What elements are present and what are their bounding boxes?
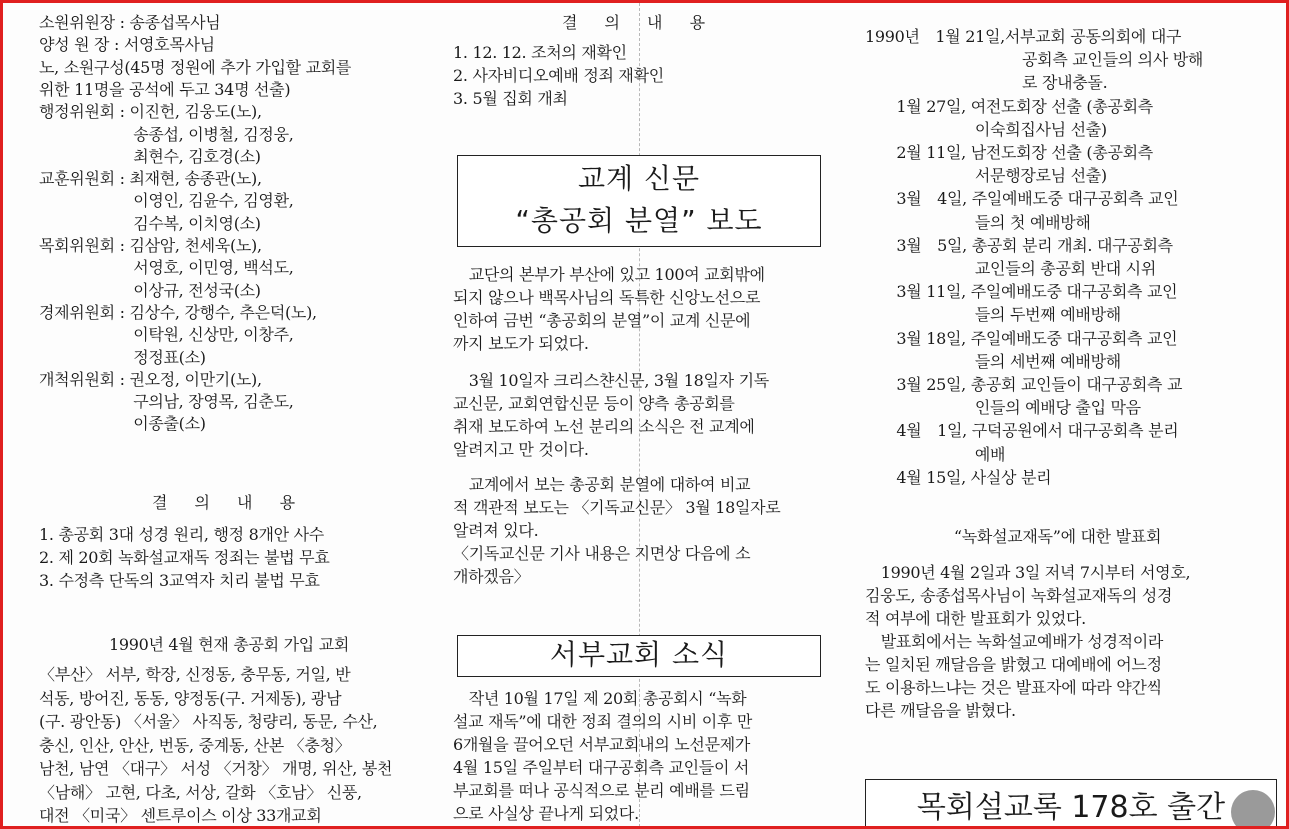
decision-heading-left: 결 의 내 용 (151, 493, 307, 512)
article-line: 으로 사실상 끝나게 되었다. (453, 804, 639, 823)
committee-line: 양성 원 장 : 서영호목사님 (39, 35, 215, 55)
article-line: 취재 보도하여 노선 분리의 소식은 전 교계에 (453, 417, 755, 436)
seobu-church-news-box (457, 635, 821, 677)
page-marker-circle (1231, 790, 1275, 829)
report-line: 다른 깨달음을 밝혔다. (865, 701, 1016, 720)
timeline-line: 4월 15일, 사실상 분리 (865, 467, 1052, 487)
timeline-line: 3월 25일, 총공회 교인들이 대구공회측 교 (865, 375, 1183, 394)
article-line: 까지 보도가 되었다. (453, 334, 589, 353)
committee-line: 정정표(소) (39, 347, 206, 367)
timeline-line: 예배 (865, 444, 1006, 464)
report-line: 김웅도, 송종섭목사님이 녹화설교재독의 성경 (865, 586, 1173, 605)
timeline-line: 1월 27일, 여전도회장 선출 (총공회측 (865, 96, 1153, 116)
article-line: 교단의 본부가 부산에 있고 100여 교회밖에 (453, 265, 765, 284)
decision-item: 2. 사자비디오예배 정죄 재확인 (453, 66, 664, 85)
committee-line: 이종출(소) (39, 414, 206, 434)
decision-item: 1. 12. 12. 조처의 재확인 (453, 43, 627, 62)
timeline-line: 이숙희집사님 선출) (865, 119, 1107, 139)
committee-line: 김수복, 이치영(소) (39, 213, 261, 233)
article-line: 적 객관적 보도는 〈기독교신문〉 3월 18일자로 (453, 498, 781, 517)
article-line: 〈기독교신문 기사 내용은 지면상 다음에 소 (453, 544, 751, 563)
report-line: 도 이용하느냐는 것은 발표자에 따라 약간씩 (865, 678, 1162, 697)
decision-heading-middle: 결 의 내 용 (561, 13, 717, 32)
timeline-line: 들의 두번째 예배방해 (865, 305, 1121, 325)
article-line: 설교 재독”에 대한 정죄 결의의 시비 이후 만 (453, 712, 753, 731)
timeline-line: 교인들의 총공회 반대 시위 (865, 259, 1156, 278)
committee-line: 노, 소원구성(45명 정원에 추가 가입할 교회를 (39, 57, 352, 77)
church-list-line: (구. 광안동) 〈서울〉 사직동, 청량리, 동문, 수산, (39, 712, 378, 731)
timeline-line: 로 장내충돌. (865, 73, 1108, 93)
committee-line: 위한 11명을 공석에 두고 34명 선출) (39, 79, 291, 99)
report-line: 는 일치된 깨달음을 밝혔고 대예배에 어느정 (865, 655, 1162, 674)
timeline-line: 4월 1일, 구덕공원에서 대구공회측 분리 (865, 421, 1179, 441)
committee-line: 송종섭, 이병철, 김정웅, (39, 124, 294, 144)
church-press-headline-box (457, 155, 821, 247)
church-list-line: 〈부산〉 서부, 학장, 신정동, 충무동, 거일, 반 (39, 665, 351, 684)
timeline-line: 공회측 교인들의 의사 방해 (865, 50, 1204, 70)
committee-line: 교훈위원회 : 최재현, 송종관(노), (39, 169, 262, 189)
committee-line: 서영호, 이민영, 백석도, (39, 258, 294, 278)
church-list-line: 석동, 방어진, 동동, 양정동(구. 거제동), 광남 (39, 688, 342, 708)
article-line: 4월 15일 주일부터 대구공회측 교인들이 서 (453, 758, 750, 777)
timeline-line: 들의 세번째 예배방해 (865, 351, 1121, 371)
committee-line: 이탁원, 신상만, 이창주, (39, 325, 294, 345)
committee-line: 행정위원회 : 이진헌, 김웅도(노), (39, 102, 262, 122)
report-line: 1990년 4월 2일과 3일 저녁 7시부터 서영호, (865, 563, 1191, 582)
seobu-church-news-title: 서부교회 소식 (549, 638, 729, 671)
article-line: 부교회를 떠나 공식적으로 분리 예배를 드림 (453, 781, 750, 800)
timeline-line: 3월 5일, 총공회 분리 개최. 대구공회측 (865, 235, 1173, 255)
committee-line: 최현수, 김호경(소) (39, 146, 261, 166)
timeline-line: 3월 4일, 주일예배도중 대구공회측 교인 (865, 189, 1179, 209)
article-line: 알려지고 만 것이다. (453, 440, 589, 459)
timeline-line: 들의 첫 예배방해 (865, 212, 1091, 232)
churches-heading: 1990년 4월 현재 총공회 가입 교회 (108, 635, 350, 654)
decision-item: 1. 총공회 3대 성경 원리, 행정 8개안 사수 (39, 525, 324, 544)
article-line: 3월 10일자 크리스챤신문, 3월 18일자 기독 (453, 371, 769, 390)
sermon-record-box (865, 779, 1277, 829)
timeline-line: 3월 11일, 주일예배도중 대구공회측 교인 (865, 282, 1178, 302)
committee-line: 이영인, 김윤수, 김영환, (39, 191, 294, 211)
church-list-line: 〈남해〉 고현, 다초, 서상, 갈화 〈호남〉 신풍, (39, 782, 362, 802)
timeline-line: 1990년 1월 21일,서부교회 공동의회에 대구 (865, 27, 1182, 46)
timeline-line: 인들의 예배당 출입 막음 (865, 398, 1141, 418)
article-line: 작년 10월 17일 제 20회 총공회시 “녹화 (453, 689, 747, 708)
article-line: 인하여 금번 “총공회의 분열”이 교계 신문에 (453, 311, 751, 330)
committee-line: 경제위원회 : 김상수, 강행수, 추은덕(노), (39, 302, 317, 322)
decision-item: 3. 5월 집회 개최 (453, 89, 568, 108)
committee-line: 구의남, 장영목, 김춘도, (39, 392, 294, 412)
article-line: 6개월을 끌어오던 서부교회내의 노선문제가 (453, 735, 751, 754)
church-press-subtitle: “총공회 분열” 보도 (515, 204, 763, 237)
report-line: 발표회에서는 녹화설교예배가 성경적이라 (865, 632, 1164, 651)
timeline-line: 2월 11일, 남전도회장 선출 (총공회측 (865, 143, 1153, 162)
timeline-line: 서문행장로님 선출) (865, 166, 1107, 186)
article-line: 알려져 있다. (453, 521, 539, 540)
committee-line: 개척위원회 : 권오정, 이만기(노), (39, 369, 262, 389)
article-line: 되지 않으나 백목사님의 독특한 신앙노선으로 (453, 288, 761, 307)
committee-line: 이상규, 전성국(소) (39, 280, 261, 300)
timeline-line: 3월 18일, 주일예배도중 대구공회측 교인 (865, 328, 1178, 348)
article-line: 교신문, 교회연합신문 등이 양측 총공회를 (453, 394, 735, 413)
report-line: 적 여부에 대한 발표회가 있었다. (865, 609, 1086, 628)
committee-line: 소원위원장 : 송종섭목사님 (39, 13, 221, 32)
decision-item: 2. 제 20회 녹화설교재독 정죄는 불법 무효 (39, 548, 330, 567)
church-list-line: 남천, 남연 〈대구〉 서성 〈거창〉 개명, 위산, 봉천 (39, 759, 393, 778)
sermon-record-title: 목회설교록 178호 출간 (916, 790, 1226, 825)
church-list-line: 대전 〈미국〉 센트루이스 이상 33개교회 (39, 806, 322, 825)
article-line: 개하겠음〉 (453, 567, 530, 586)
church-list-line: 충신, 인산, 안산, 번동, 중계동, 산본 〈충청〉 (39, 735, 351, 755)
committee-line: 목회위원회 : 김삼암, 천세욱(노), (39, 236, 262, 255)
report-heading: “녹화설교재독”에 대한 발표회 (953, 527, 1162, 546)
decision-item: 3. 수정측 단독의 3교역자 치리 불법 무효 (39, 571, 320, 590)
church-press-title: 교계 신문 (577, 162, 701, 195)
article-line: 교계에서 보는 총공회 분열에 대하여 비교 (453, 475, 751, 494)
